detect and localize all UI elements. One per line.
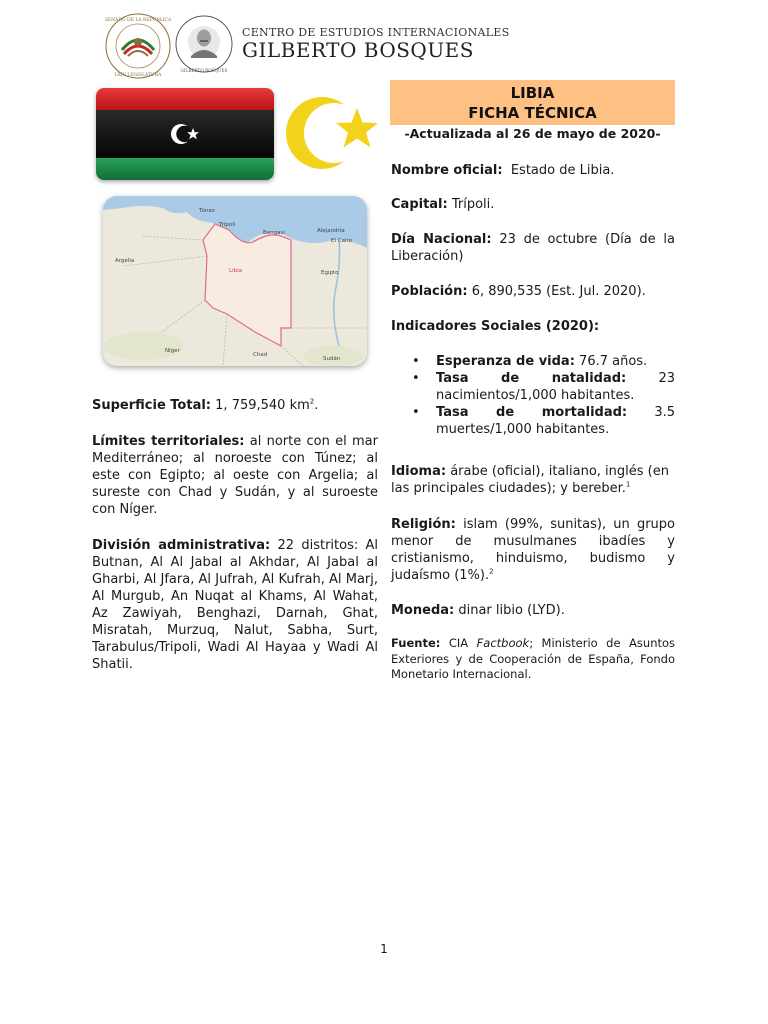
administrative-division [92,537,378,673]
language-value: árabe (oficial), italiano, inglés (en las principales ciudades); y bereber. [391,464,669,496]
gilberto-bosques-seal-logo [174,12,234,76]
administrative-division-value: 22 distritos: Al Butnan, Al Al Jabal al Akhdar, Al Jabal al Gharbi, Al Jfara, Al Jufrah, Al Kufrah, Al Marj, Al Murgub, An Nuqat al Khams, Al Wahat, Az Zawiyah, Benghazi, Darnah, Ghat, Misratah, Murzuq, Nalut, Sabha, Surt, Tarabulus/Tripoli, Wadi Al Hayaa y Wadi Al Shatii. [92,538,378,672]
svg-text:LXIV LEGISLATURA: LXIV LEGISLATURA [114,73,162,78]
language-label: Idioma: [391,464,447,479]
borders [92,433,378,518]
borders-value: al norte con el mar Mediterráneo; al noroeste con Túnez; al este con Egipto; al oeste con Argelia; al sureste con Chad y Sudán, y al suroeste con Níger. [92,434,378,517]
capital [391,196,675,213]
national-day [391,231,675,265]
senate-seal-logo [104,12,172,80]
list-item: • Tasa de natalidad: 23 nacimientos/1,000 habitantes. [412,371,675,403]
capital-label: Capital: [391,197,448,212]
svg-text:SENADO DE LA REPÚBLICA: SENADO DE LA REPÚBLICA [104,18,172,23]
sheet-title: FICHA TÉCNICA [468,104,597,122]
country-title: LIBIA [510,84,555,102]
map-label-argelia: Argelia [115,258,135,264]
area-unit-exponent: 2 [309,397,315,406]
crescent-star-emblem-icon [282,94,386,172]
sources-post: ; Ministerio de Asuntos Exteriores y de Cooperación de España, Fondo Monetario Internacional. [391,636,676,681]
social-indicators-label: Indicadores Sociales (2020): [391,319,600,334]
indicator-label: Tasa de natalidad: [436,371,627,386]
map-label-tripoli: Trípoli [219,222,236,228]
map-label-el-cairo: El Cairo [331,238,352,244]
religion-value: islam (99%, sunitas), un grupo menor de musulmanes ibadíes y cristianismo, hinduismo, budismo y judaísmo (1%). [391,517,675,583]
map-label-sudan: Sudán [323,356,341,362]
social-indicators-list [410,353,675,438]
title-box [390,80,675,125]
map-label-tunez: Túnez [199,208,215,214]
map-label-chad: Chad [253,352,268,358]
currency [391,602,675,619]
institution-name: GILBERTO BOSQUES [242,38,474,62]
list-item: • Tasa de mortalidad: 3.5 muertes/1,000 habitantes. [412,405,675,437]
official-name-value: Estado de Libia. [510,163,615,178]
updated-date: -Actualizada al 26 de mayo de 2020- [404,126,661,141]
social-indicators-heading [391,318,675,335]
total-area [92,397,378,414]
capital-value: Trípoli. [451,197,495,212]
indicator-value: 23 nacimientos/1,000 habitantes. [436,371,675,403]
population-value: 6, 890,535 (Est. Jul. 2020). [471,284,646,299]
map-label-bengasi: Bengasi [263,230,285,236]
libya-flag [96,88,274,180]
svg-text:GILBERTO BOSQUES: GILBERTO BOSQUES [180,68,228,73]
list-item: • Esperanza de vida: 76.7 años. [412,354,648,369]
map-label-alejandria: Alejandría [317,228,345,234]
sources-pre: CIA [448,636,469,650]
religion [391,516,675,584]
map-label-egipto: Egipto [321,270,339,276]
map-label-niger: Níger [165,348,180,354]
crescent-star-icon [168,118,202,150]
indicator-value: 3.5 muertes/1,000 habitantes. [436,405,675,437]
indicator-label: Tasa de mortalidad: [436,405,628,420]
indicator-value: 76.7 años. [579,354,648,369]
total-area-label: Superficie Total: [92,398,212,413]
libya-map [103,196,367,366]
total-area-value: 1, 759,540 km [215,398,310,413]
sources-label: Fuente: [391,636,441,650]
footnote-ref: 1 [625,480,631,489]
sources [391,636,675,683]
page-number: 1 [380,942,388,956]
official-name-label: Nombre oficial: [391,163,503,178]
institution-line: CENTRO DE ESTUDIOS INTERNACIONALES [242,26,510,39]
language [391,463,675,497]
religion-label: Religión: [391,517,456,532]
official-name [391,162,675,179]
national-day-label: Día Nacional: [391,232,492,247]
map-label-libia: Libia [229,268,242,274]
population [391,283,675,300]
currency-value: dinar libio (LYD). [458,603,565,618]
total-area-end: . [314,398,319,413]
currency-label: Moneda: [391,603,455,618]
sources-italic: Factbook [476,636,530,650]
borders-label: Límites territoriales: [92,434,245,449]
footnote-ref: 2 [489,567,494,576]
institution-header [242,26,510,62]
national-day-value: 23 de octubre (Día de la Liberación) [391,232,675,264]
indicator-label: Esperanza de vida: [436,354,575,369]
population-label: Población: [391,284,468,299]
administrative-division-label: División administrativa: [92,538,271,553]
